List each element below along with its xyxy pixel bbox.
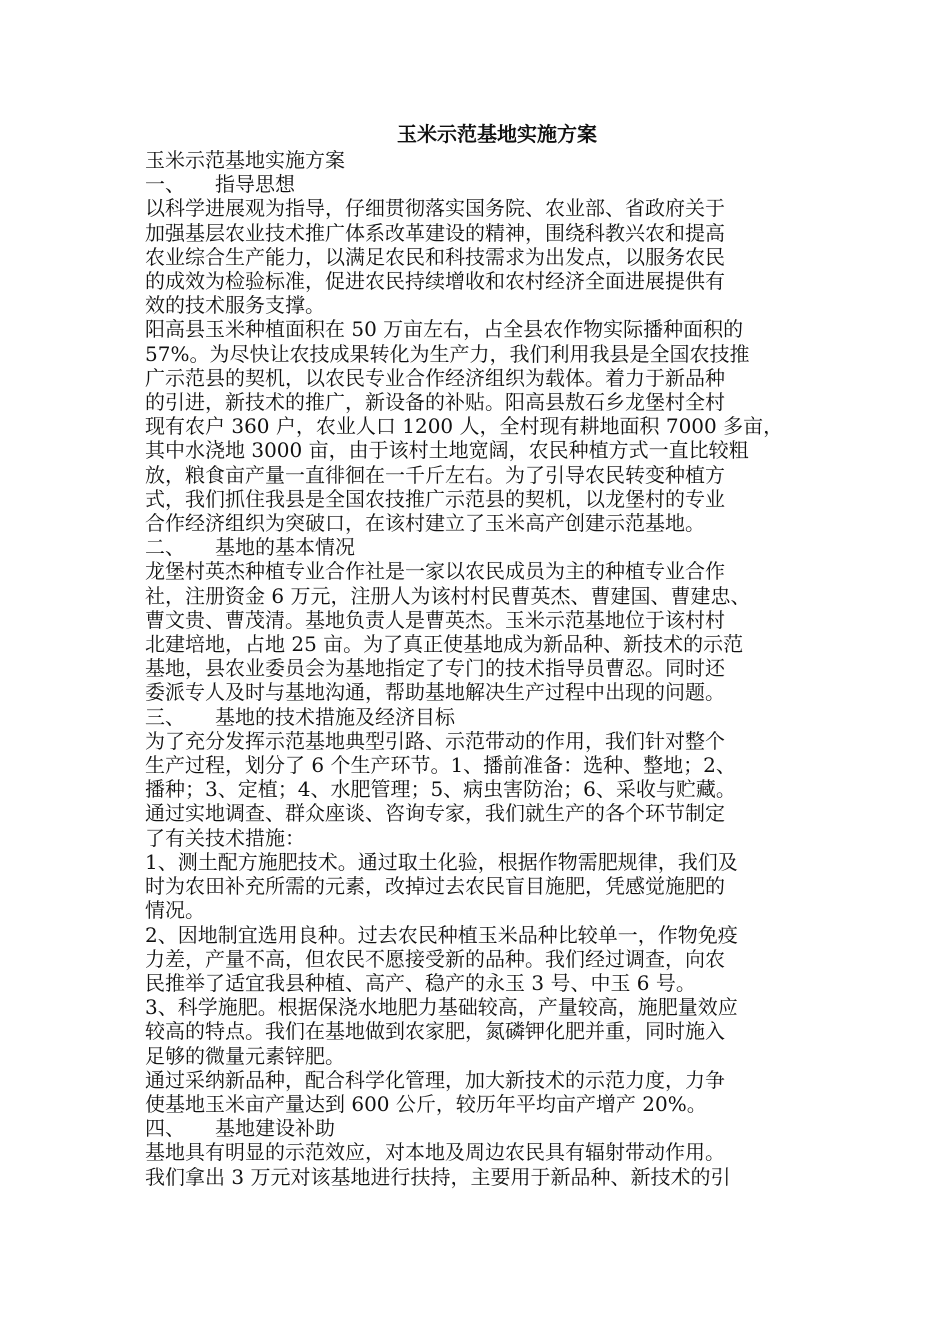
- paragraph-line: 播种；3、定植；4、水肥管理；5、病虫害防治；6、采收与贮藏。: [145, 777, 736, 802]
- paragraph-line: 效的技术服务支撑。: [145, 293, 325, 318]
- paragraph-line: 民推举了适宜我县种植、高产、稳产的永玉 3 号、中玉 6 号。: [145, 970, 696, 995]
- paragraph-line: 时为农田补充所需的元素，改掉过去农民盲目施肥，凭感觉施肥的: [145, 874, 725, 899]
- paragraph-line: 通过采纳新品种，配合科学化管理，加大新技术的示范力度，力争: [145, 1067, 725, 1092]
- section-heading: [145, 1116, 805, 1140]
- paragraph-line: 1、测土配方施肥技术。通过取土化验，根据作物需肥规律，我们及: [145, 849, 738, 874]
- paragraph-line: 较高的特点。我们在基地做到农家肥，氮磷钾化肥并重，同时施入: [145, 1019, 725, 1044]
- paragraph-line: 阳高县玉米种植面积在 50 万亩左右，占全县农作物实际播种面积的: [145, 317, 744, 342]
- paragraph-line: 式，我们抓住我县是全国农技推广示范县的契机，以龙堡村的专业: [145, 486, 725, 511]
- paragraph-line: 龙堡村英杰种植专业合作社是一家以农民成员为主的种植专业合作: [145, 559, 725, 584]
- section-number: 四、: [145, 1116, 185, 1141]
- paragraph-line: 放，粮食亩产量一直徘徊在一千斤左右。为了引导农民转变种植方: [145, 462, 725, 487]
- paragraph-line: 使基地玉米亩产量达到 600 公斤，较历年平均亩产增产 20%。: [145, 1091, 707, 1116]
- paragraph-line: 足够的微量元素锌肥。: [145, 1043, 345, 1068]
- paragraph-line: 情况。: [145, 898, 205, 923]
- paragraph-line: 的引进，新技术的推广，新设备的补贴。阳高县敖石乡龙堡村全村: [145, 390, 725, 415]
- paragraph-line: 我们拿出 3 万元对该基地进行扶持，主要用于新品种、新技术的引: [145, 1164, 731, 1189]
- section-heading-text: 指导思想: [215, 172, 295, 197]
- document-body: [145, 120, 805, 1189]
- section-heading-text: 基地建设补助: [215, 1116, 335, 1141]
- paragraph-line: 基地具有明显的示范效应，对本地及周边农民具有辐射带动作用。: [145, 1140, 725, 1165]
- paragraph-line: 了有关技术措施：: [145, 825, 305, 850]
- paragraph-line: 生产过程，划分了 6 个生产环节。1、播前准备：选种、整地；2、: [145, 753, 736, 778]
- paragraph-line: 社，注册资金 6 万元，注册人为该村村民曹英杰、曹建国、曹建忠、: [145, 583, 751, 608]
- section-number: 三、: [145, 704, 185, 729]
- section-heading: [145, 705, 805, 729]
- paragraph-line: 加强基层农业技术推广体系改革建设的精神，围绕科教兴农和提高: [145, 220, 725, 245]
- paragraph-line: 的成效为检验标准，促进农民持续增收和农村经济全面进展提供有: [145, 269, 725, 294]
- paragraph-line: 57%。为尽快让农技成果转化为生产力，我们利用我县是全国农技推: [145, 341, 750, 366]
- paragraph-line: 力差，产量不高，但农民不愿接受新的品种。我们经过调查，向农: [145, 946, 725, 971]
- paragraph-line: 基地，县农业委员会为基地指定了专门的技术指导员曹忍。同时还: [145, 656, 725, 681]
- section-heading: [145, 535, 805, 559]
- section-number: 一、: [145, 172, 185, 197]
- paragraph-line: 现有农户 360 户，农业人口 1200 人，全村现有耕地面积 7000 多亩，: [145, 414, 784, 439]
- paragraph-line: 广示范县的契机，以农民专业合作经济组织为载体。着力于新品种: [145, 365, 725, 390]
- document-sections: [145, 172, 805, 1189]
- paragraph-line: 委派专人及时与基地沟通，帮助基地解决生产过程中出现的问题。: [145, 680, 725, 705]
- section-heading-text: 基地的技术措施及经济目标: [215, 704, 455, 729]
- section-heading: [145, 172, 805, 196]
- document-subtitle: 玉米示范基地实施方案: [145, 148, 345, 172]
- paragraph-line: 通过实地调查、群众座谈、咨询专家，我们就生产的各个环节制定: [145, 801, 725, 826]
- paragraph-line: 以科学进展观为指导，仔细贯彻落实国务院、农业部、省政府关于: [145, 196, 725, 221]
- section-number: 二、: [145, 535, 185, 560]
- section-heading-text: 基地的基本情况: [215, 535, 355, 560]
- paragraph-line: 曹文贵、曹茂清。基地负责人是曹英杰。玉米示范基地位于该村村: [145, 607, 725, 632]
- paragraph-line: 3、科学施肥。根据保浇水地肥力基础较高，产量较高，施肥量效应: [145, 995, 738, 1020]
- document-title: 玉米示范基地实施方案: [397, 122, 597, 146]
- paragraph-line: 北建培地，占地 25 亩。为了真正使基地成为新品种、新技术的示范: [145, 632, 744, 657]
- paragraph-line: 为了充分发挥示范基地典型引路、示范带动的作用，我们针对整个: [145, 728, 725, 753]
- paragraph-line: 其中水浇地 3000 亩，由于该村土地宽阔，农民种植方式一直比较粗: [145, 438, 749, 463]
- paragraph-line: 2、因地制宜选用良种。过去农民种植玉米品种比较单一，作物免疫: [145, 922, 738, 947]
- paragraph-line: 合作经济组织为突破口，在该村建立了玉米高产创建示范基地。: [145, 511, 705, 536]
- paragraph-line: 农业综合生产能力，以满足农民和科技需求为出发点，以服务农民: [145, 244, 725, 269]
